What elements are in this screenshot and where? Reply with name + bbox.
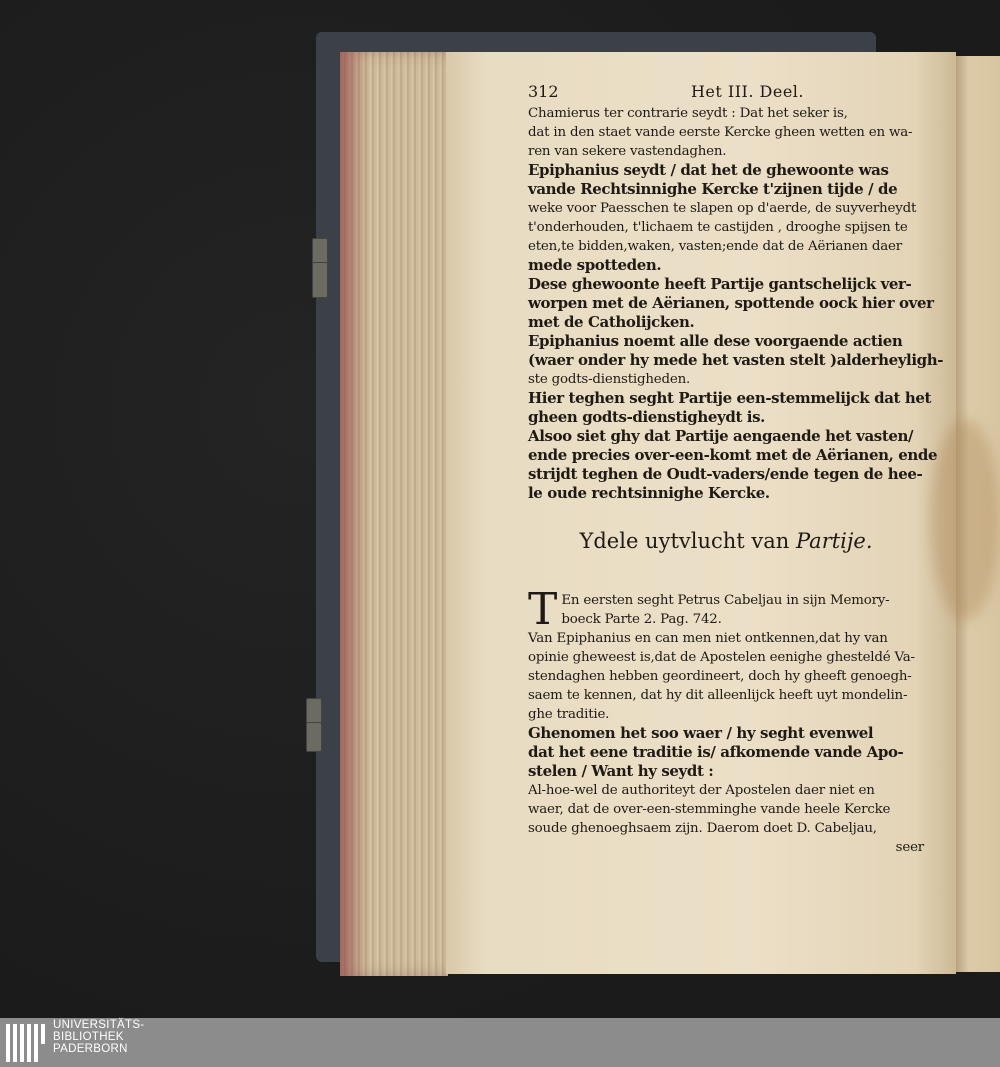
section-heading-text: Ydele uytvlucht van xyxy=(579,529,790,553)
text-line: stendaghen hebben geordineert, doch hy gheeft genoegh- xyxy=(528,669,912,684)
text-line: vande Rechtsinnighe Kercke t'zijnen tijde / de xyxy=(528,180,898,198)
section-heading-italic: Partije. xyxy=(795,529,873,553)
page-header xyxy=(528,80,924,104)
running-title: Het III. Deel. xyxy=(690,82,804,101)
top-text-block xyxy=(528,104,944,503)
text-line: Epiphanius noemt alle dese voorgaende actien xyxy=(528,332,903,350)
text-line: t'onderhouden, t'lichaem te castijden , drooghe spijsen te xyxy=(528,220,908,235)
text-line: eten,te bidden,waken, vasten;ende dat de Aërianen daer xyxy=(528,239,902,254)
library-name-line1: UNIVERSITÄTS- xyxy=(53,1019,145,1031)
clasp-bottom-lower xyxy=(306,722,322,752)
catchword: seer xyxy=(895,840,924,855)
text-line: (waer onder hy mede het vasten stelt )alderheyligh- xyxy=(528,351,944,369)
library-name-line3: PADERBORN xyxy=(53,1043,128,1055)
text-line: waer, dat de over-een-stemminghe vande heele Kercke xyxy=(528,802,891,817)
page-text xyxy=(528,80,944,857)
text-line: ren van sekere vastendaghen. xyxy=(528,144,727,159)
text-line: boeck Parte 2. Pag. 742. xyxy=(561,612,722,627)
text-line: dat het eene traditie is/ afkomende vande Apo- xyxy=(528,743,904,761)
text-line: saem te kennen, dat hy dit alleenlijck heeft uyt mondelin- xyxy=(528,688,908,703)
text-line: Epiphanius seydt / dat het de ghewoonte was xyxy=(528,161,889,179)
text-line: Chamierus ter contrarie seydt : Dat het seker is, xyxy=(528,106,848,121)
bottom-text-block xyxy=(528,584,924,838)
text-line: met de Catholijcken. xyxy=(528,313,695,331)
text-line: Al-hoe-wel de authoriteyt der Apostelen daer niet en xyxy=(528,783,875,798)
text-line: ghe traditie. xyxy=(528,707,610,722)
bottom-lines xyxy=(528,584,924,838)
page-edges xyxy=(340,52,448,976)
text-line: Ghenomen het soo waer / hy seght evenwel xyxy=(528,724,874,742)
text-line: strijdt teghen de Oudt-vaders/ende tegen de hee- xyxy=(528,465,923,483)
text-line: Dese ghewoonte heeft Partije gantschelijck ver- xyxy=(528,275,912,293)
text-line: soude ghenoeghsaem zijn. Daerom doet D. Cabeljau, xyxy=(528,821,877,836)
text-line: opinie gheweest is,dat de Apostelen eenighe ghesteldé Va- xyxy=(528,650,915,665)
text-line: Van Epiphanius en can men niet ontkennen,dat hy van xyxy=(528,631,888,646)
page-stain xyxy=(930,420,1000,620)
drop-capital: T xyxy=(528,584,558,635)
clasp-top-lower xyxy=(312,262,328,298)
text-line: worpen met de Aërianen, spottende oock hier over xyxy=(528,294,934,312)
text-line: mede spotteden. xyxy=(528,256,662,274)
text-line: le oude rechtsinnighe Kercke. xyxy=(528,484,770,502)
library-name xyxy=(53,1019,144,1055)
text-line: ende precies over-een-komt met de Aërianen, ende xyxy=(528,446,938,464)
library-name-line2: BIBLIOTHEK xyxy=(53,1031,124,1043)
library-logo-icon xyxy=(6,1024,46,1062)
text-line: gheen godts-dienstigheydt is. xyxy=(528,408,765,426)
text-line: Hier teghen seght Partije een-stemmelijck dat het xyxy=(528,389,932,407)
text-line: stelen / Want hy seydt : xyxy=(528,762,714,780)
page-number: 312 xyxy=(528,82,559,101)
text-line: weke voor Paesschen te slapen op d'aerde, de suyverheydt xyxy=(528,201,917,216)
text-line: ste godts-dienstigheden. xyxy=(528,372,691,387)
section-heading xyxy=(528,527,924,555)
text-line: dat in den staet vande eerste Kercke gheen wetten en wa- xyxy=(528,125,913,140)
text-line: Alsoo siet ghy dat Partije aengaende het vasten/ xyxy=(528,427,914,445)
library-footer xyxy=(0,1018,1000,1067)
text-line: En eersten seght Petrus Cabeljau in sijn Memory- xyxy=(561,593,890,608)
